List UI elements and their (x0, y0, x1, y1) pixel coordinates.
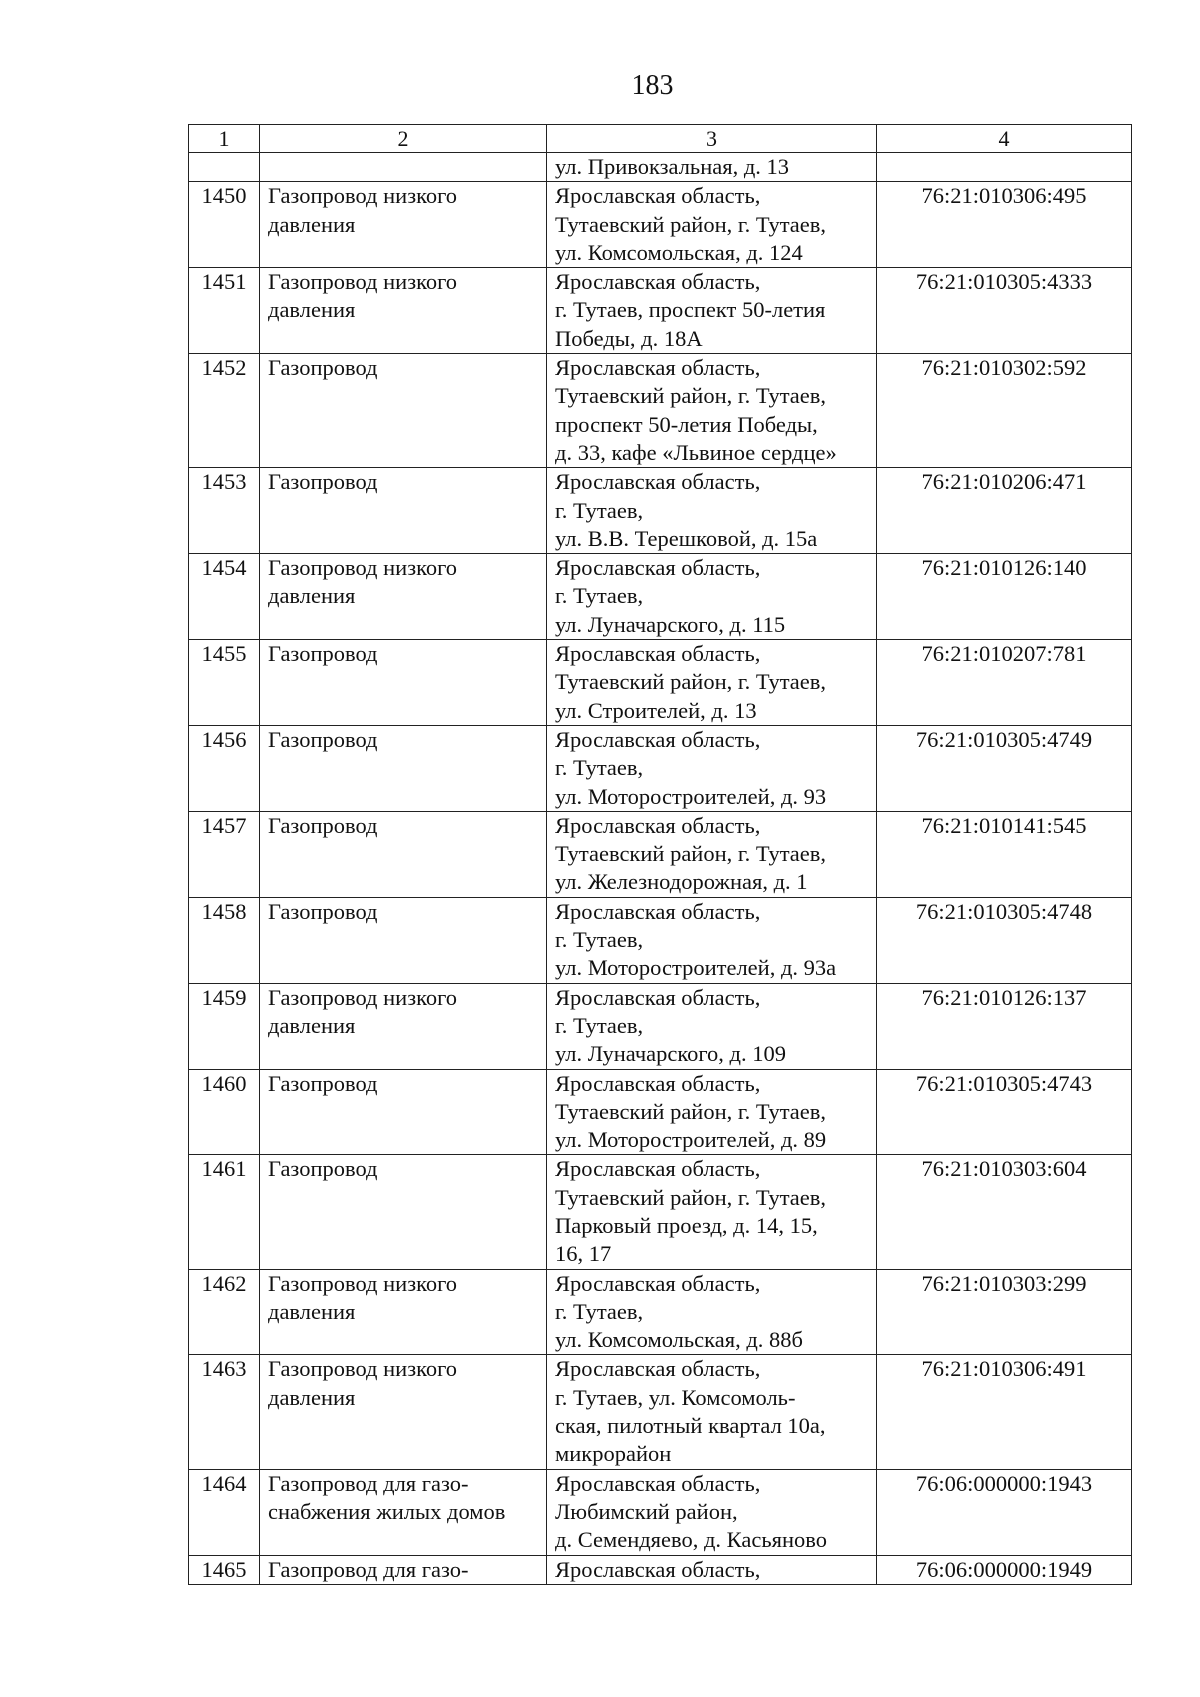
object-address (547, 811, 877, 897)
object-address-line: Парковый проезд, д. 14, 15, (555, 1212, 818, 1238)
row-number: 1460 (189, 1069, 260, 1155)
object-address-line: Тутаевский район, г. Тутаев, (555, 669, 827, 695)
object-name-line: Газопровод низкого (268, 183, 458, 209)
object-address-line: ул. В.В. Терешковой, д. 15а (555, 525, 818, 551)
object-address (547, 554, 877, 640)
object-name (260, 468, 547, 554)
object-name-line: давления (268, 1384, 356, 1410)
row-number: 1459 (189, 983, 260, 1069)
cadastral-number: 76:21:010302:592 (877, 354, 1132, 468)
object-address-line: ул. Моторостроителей, д. 89 (555, 1127, 827, 1153)
object-name (260, 554, 547, 640)
table-row (189, 897, 1132, 983)
object-address-line: Ярославская область, (555, 898, 761, 924)
table-row (189, 182, 1132, 268)
row-number: 1456 (189, 725, 260, 811)
object-address-line: ул. Комсомольская, д. 88б (555, 1327, 803, 1353)
object-name-line: Газопровод для газо- (268, 1556, 469, 1582)
row-number: 1465 (189, 1555, 260, 1584)
column-header-2: 2 (260, 125, 547, 153)
object-address (547, 468, 877, 554)
object-name (260, 268, 547, 354)
table-body (189, 153, 1132, 1585)
object-name-line: Газопровод низкого (268, 1356, 458, 1382)
object-address-line: Ярославская область, (555, 1070, 761, 1096)
object-address (547, 1069, 877, 1155)
object-address-line: ул. Моторостроителей, д. 93а (555, 955, 837, 981)
row-number: 1454 (189, 554, 260, 640)
object-address-line: г. Тутаев, (555, 583, 644, 609)
object-address (547, 182, 877, 268)
object-name (260, 725, 547, 811)
object-name-line: давления (268, 211, 356, 237)
cadastral-number: 76:21:010141:545 (877, 811, 1132, 897)
cadastral-number: 76:21:010306:491 (877, 1355, 1132, 1469)
object-address-line: Тутаевский район, г. Тутаев, (555, 383, 827, 409)
cadastral-number: 76:21:010305:4333 (877, 268, 1132, 354)
row-number: 1463 (189, 1355, 260, 1469)
row-number: 1453 (189, 468, 260, 554)
object-address-line: Тутаевский район, г. Тутаев, (555, 211, 827, 237)
cadastral-number: 76:21:010305:4743 (877, 1069, 1132, 1155)
object-address-line: Ярославская область, (555, 726, 761, 752)
object-name-line: Газопровод (268, 726, 378, 752)
object-address-line: проспект 50-летия Победы, (555, 411, 818, 437)
object-name-line: давления (268, 297, 356, 323)
object-address-line: микрорайон (555, 1441, 672, 1467)
row-number: 1461 (189, 1155, 260, 1269)
object-address-line: ул. Моторостроителей, д. 93 (555, 783, 827, 809)
object-name-line: давления (268, 1012, 356, 1038)
table-row (189, 1469, 1132, 1555)
table-row (189, 354, 1132, 468)
cadastral-number (877, 153, 1132, 182)
object-address-line: д. 33, кафе «Львиное сердце» (555, 439, 837, 465)
cadastral-number: 76:21:010126:137 (877, 983, 1132, 1069)
cadastral-number: 76:21:010207:781 (877, 640, 1132, 726)
object-name-line: давления (268, 1298, 356, 1324)
cadastral-number: 76:06:000000:1943 (877, 1469, 1132, 1555)
row-number: 1457 (189, 811, 260, 897)
object-name (260, 1155, 547, 1269)
object-name-line: Газопровод низкого (268, 555, 458, 581)
object-address-line: Ярославская область, (555, 1270, 761, 1296)
object-address-line: Ярославская область, (555, 812, 761, 838)
object-name-line: Газопровод (268, 469, 378, 495)
table-row (189, 725, 1132, 811)
object-name (260, 1469, 547, 1555)
object-address-line: г. Тутаев, (555, 755, 644, 781)
object-name (260, 354, 547, 468)
object-address-line: г. Тутаев, (555, 1298, 644, 1324)
object-name (260, 640, 547, 726)
object-address (547, 1555, 877, 1584)
object-address-line: Ярославская область, (555, 1470, 761, 1496)
object-address (547, 354, 877, 468)
object-name-line: давления (268, 583, 356, 609)
object-address (547, 983, 877, 1069)
object-address-line: д. Семендяево, д. Касьяново (555, 1527, 827, 1553)
object-name-line: снабжения жилых домов (268, 1498, 506, 1524)
object-name-line: Газопровод низкого (268, 1270, 458, 1296)
table-row (189, 268, 1132, 354)
object-name-line: Газопровод (268, 355, 378, 381)
cadastral-number: 76:21:010303:299 (877, 1269, 1132, 1355)
object-address (547, 897, 877, 983)
object-name (260, 182, 547, 268)
object-address (547, 1469, 877, 1555)
cadastral-number: 76:21:010306:495 (877, 182, 1132, 268)
cadastral-number: 76:06:000000:1949 (877, 1555, 1132, 1584)
table-row (189, 1269, 1132, 1355)
object-address-line: Тутаевский район, г. Тутаев, (555, 841, 827, 867)
page-number: 183 (631, 70, 674, 101)
object-address-line: ул. Комсомольская, д. 124 (555, 239, 803, 265)
object-address-line: ул. Строителей, д. 13 (555, 697, 757, 723)
object-address-line: Ярославская область, (555, 1356, 761, 1382)
object-name (260, 1069, 547, 1155)
object-name (260, 811, 547, 897)
header-row (189, 125, 1132, 153)
column-header-4: 4 (877, 125, 1132, 153)
object-address-line: Ярославская область, (555, 469, 761, 495)
cadastral-number: 76:21:010206:471 (877, 468, 1132, 554)
row-number: 1451 (189, 268, 260, 354)
object-address (547, 640, 877, 726)
object-address-line: г. Тутаев, проспект 50-летия (555, 297, 826, 323)
continuation-row (189, 153, 1132, 182)
object-address (547, 1269, 877, 1355)
object-name (260, 153, 547, 182)
object-address-line: Ярославская область, (555, 183, 761, 209)
object-address-line: Ярославская область, (555, 269, 761, 295)
object-address-line: Тутаевский район, г. Тутаев, (555, 1098, 827, 1124)
table-row (189, 1155, 1132, 1269)
object-address (547, 725, 877, 811)
object-name (260, 983, 547, 1069)
object-address-line: Ярославская область, (555, 984, 761, 1010)
cadastral-number: 76:21:010126:140 (877, 554, 1132, 640)
object-address-line: Ярославская область, (555, 641, 761, 667)
object-address-line: Ярославская область, (555, 1156, 761, 1182)
object-address-line: Любимский район, (555, 1498, 738, 1524)
table-row (189, 1555, 1132, 1584)
row-number: 1452 (189, 354, 260, 468)
object-name-line: Газопровод (268, 641, 378, 667)
cadastral-number: 76:21:010305:4748 (877, 897, 1132, 983)
table-row (189, 811, 1132, 897)
object-address-line: Тутаевский район, г. Тутаев, (555, 1184, 827, 1210)
object-name-line: Газопровод (268, 898, 378, 924)
column-header-1: 1 (189, 125, 260, 153)
column-header-3: 3 (547, 125, 877, 153)
row-number: 1455 (189, 640, 260, 726)
object-address-line: ул. Луначарского, д. 109 (555, 1041, 787, 1067)
object-address (547, 1155, 877, 1269)
object-name (260, 1269, 547, 1355)
table-row (189, 554, 1132, 640)
object-name-line: Газопровод (268, 1156, 378, 1182)
object-address-line: Ярославская область, (555, 355, 761, 381)
object-address-line: ул. Привокзальная, д. 13 (555, 154, 790, 179)
object-address-line: г. Тутаев, ул. Комсомоль- (555, 1384, 796, 1410)
registry-table (188, 124, 1132, 1585)
object-address (547, 1355, 877, 1469)
table-row (189, 983, 1132, 1069)
row-number (189, 153, 260, 182)
object-name-line: Газопровод низкого (268, 984, 458, 1010)
object-address (547, 268, 877, 354)
table-row (189, 640, 1132, 726)
table-row (189, 1355, 1132, 1469)
table-row (189, 1069, 1132, 1155)
row-number: 1458 (189, 897, 260, 983)
object-address-line: 16, 17 (555, 1241, 612, 1267)
row-number: 1450 (189, 182, 260, 268)
object-address-line: ул. Железнодорожная, д. 1 (555, 869, 808, 895)
object-name-line: Газопровод (268, 1070, 378, 1096)
object-address-line: г. Тутаев, (555, 927, 644, 953)
object-address-line: Ярославская область, (555, 1556, 761, 1582)
cadastral-number: 76:21:010303:604 (877, 1155, 1132, 1269)
object-name-line: Газопровод низкого (268, 269, 458, 295)
object-address-line: г. Тутаев, (555, 1012, 644, 1038)
row-number: 1462 (189, 1269, 260, 1355)
object-address-line: Победы, д. 18А (555, 325, 703, 351)
row-number: 1464 (189, 1469, 260, 1555)
table-row (189, 468, 1132, 554)
object-address (547, 153, 877, 182)
table-header (189, 125, 1132, 153)
object-address-line: ул. Луначарского, д. 115 (555, 611, 786, 637)
object-address-line: г. Тутаев, (555, 497, 644, 523)
object-name-line: Газопровод для газо- (268, 1470, 469, 1496)
cadastral-number: 76:21:010305:4749 (877, 725, 1132, 811)
object-name (260, 897, 547, 983)
object-name-line: Газопровод (268, 812, 378, 838)
object-address-line: ская, пилотный квартал 10а, (555, 1413, 826, 1439)
object-name (260, 1555, 547, 1584)
object-name (260, 1355, 547, 1469)
object-address-line: Ярославская область, (555, 555, 761, 581)
